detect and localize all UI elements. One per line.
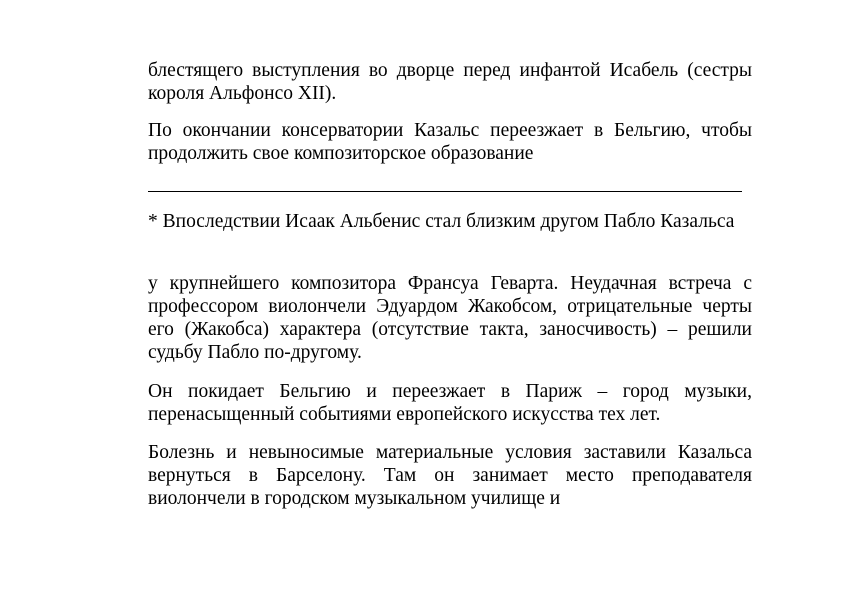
footnote-separator <box>148 191 742 192</box>
paragraph-intro: блестящего выступления во дворце перед инфантой Исабель (сестры короля Альфонсо XII). <box>148 60 752 104</box>
paragraph-paris: Он покидает Бельгию и переезжает в Париж – город музыки, перенасыщенный событиями европейского искусства тех лет. <box>148 381 752 425</box>
footnote: * Впоследствии Исаак Альбенис стал близким другом Пабло Казальса <box>148 211 735 232</box>
paragraph-barcelona: Болезнь и невыносимые материальные условия заставили Казальса вернуться в Барселону. Там он занимает место преподавателя виолончели в городском музыкальном училище и <box>148 442 752 509</box>
paragraph-gevaert: у крупнейшего композитора Франсуа Геварта. Неудачная встреча с профессором виолончели Эдуардом Жакобсом, отрицательные черты его (Жакобса) характера (отсутствие такта, заносчивость) – решили судьбу Пабло по-другому. <box>148 273 752 363</box>
paragraph-belgium-move: По окончании консерватории Казальс переезжает в Бельгию, чтобы продолжить свое композиторское образование <box>148 120 752 164</box>
